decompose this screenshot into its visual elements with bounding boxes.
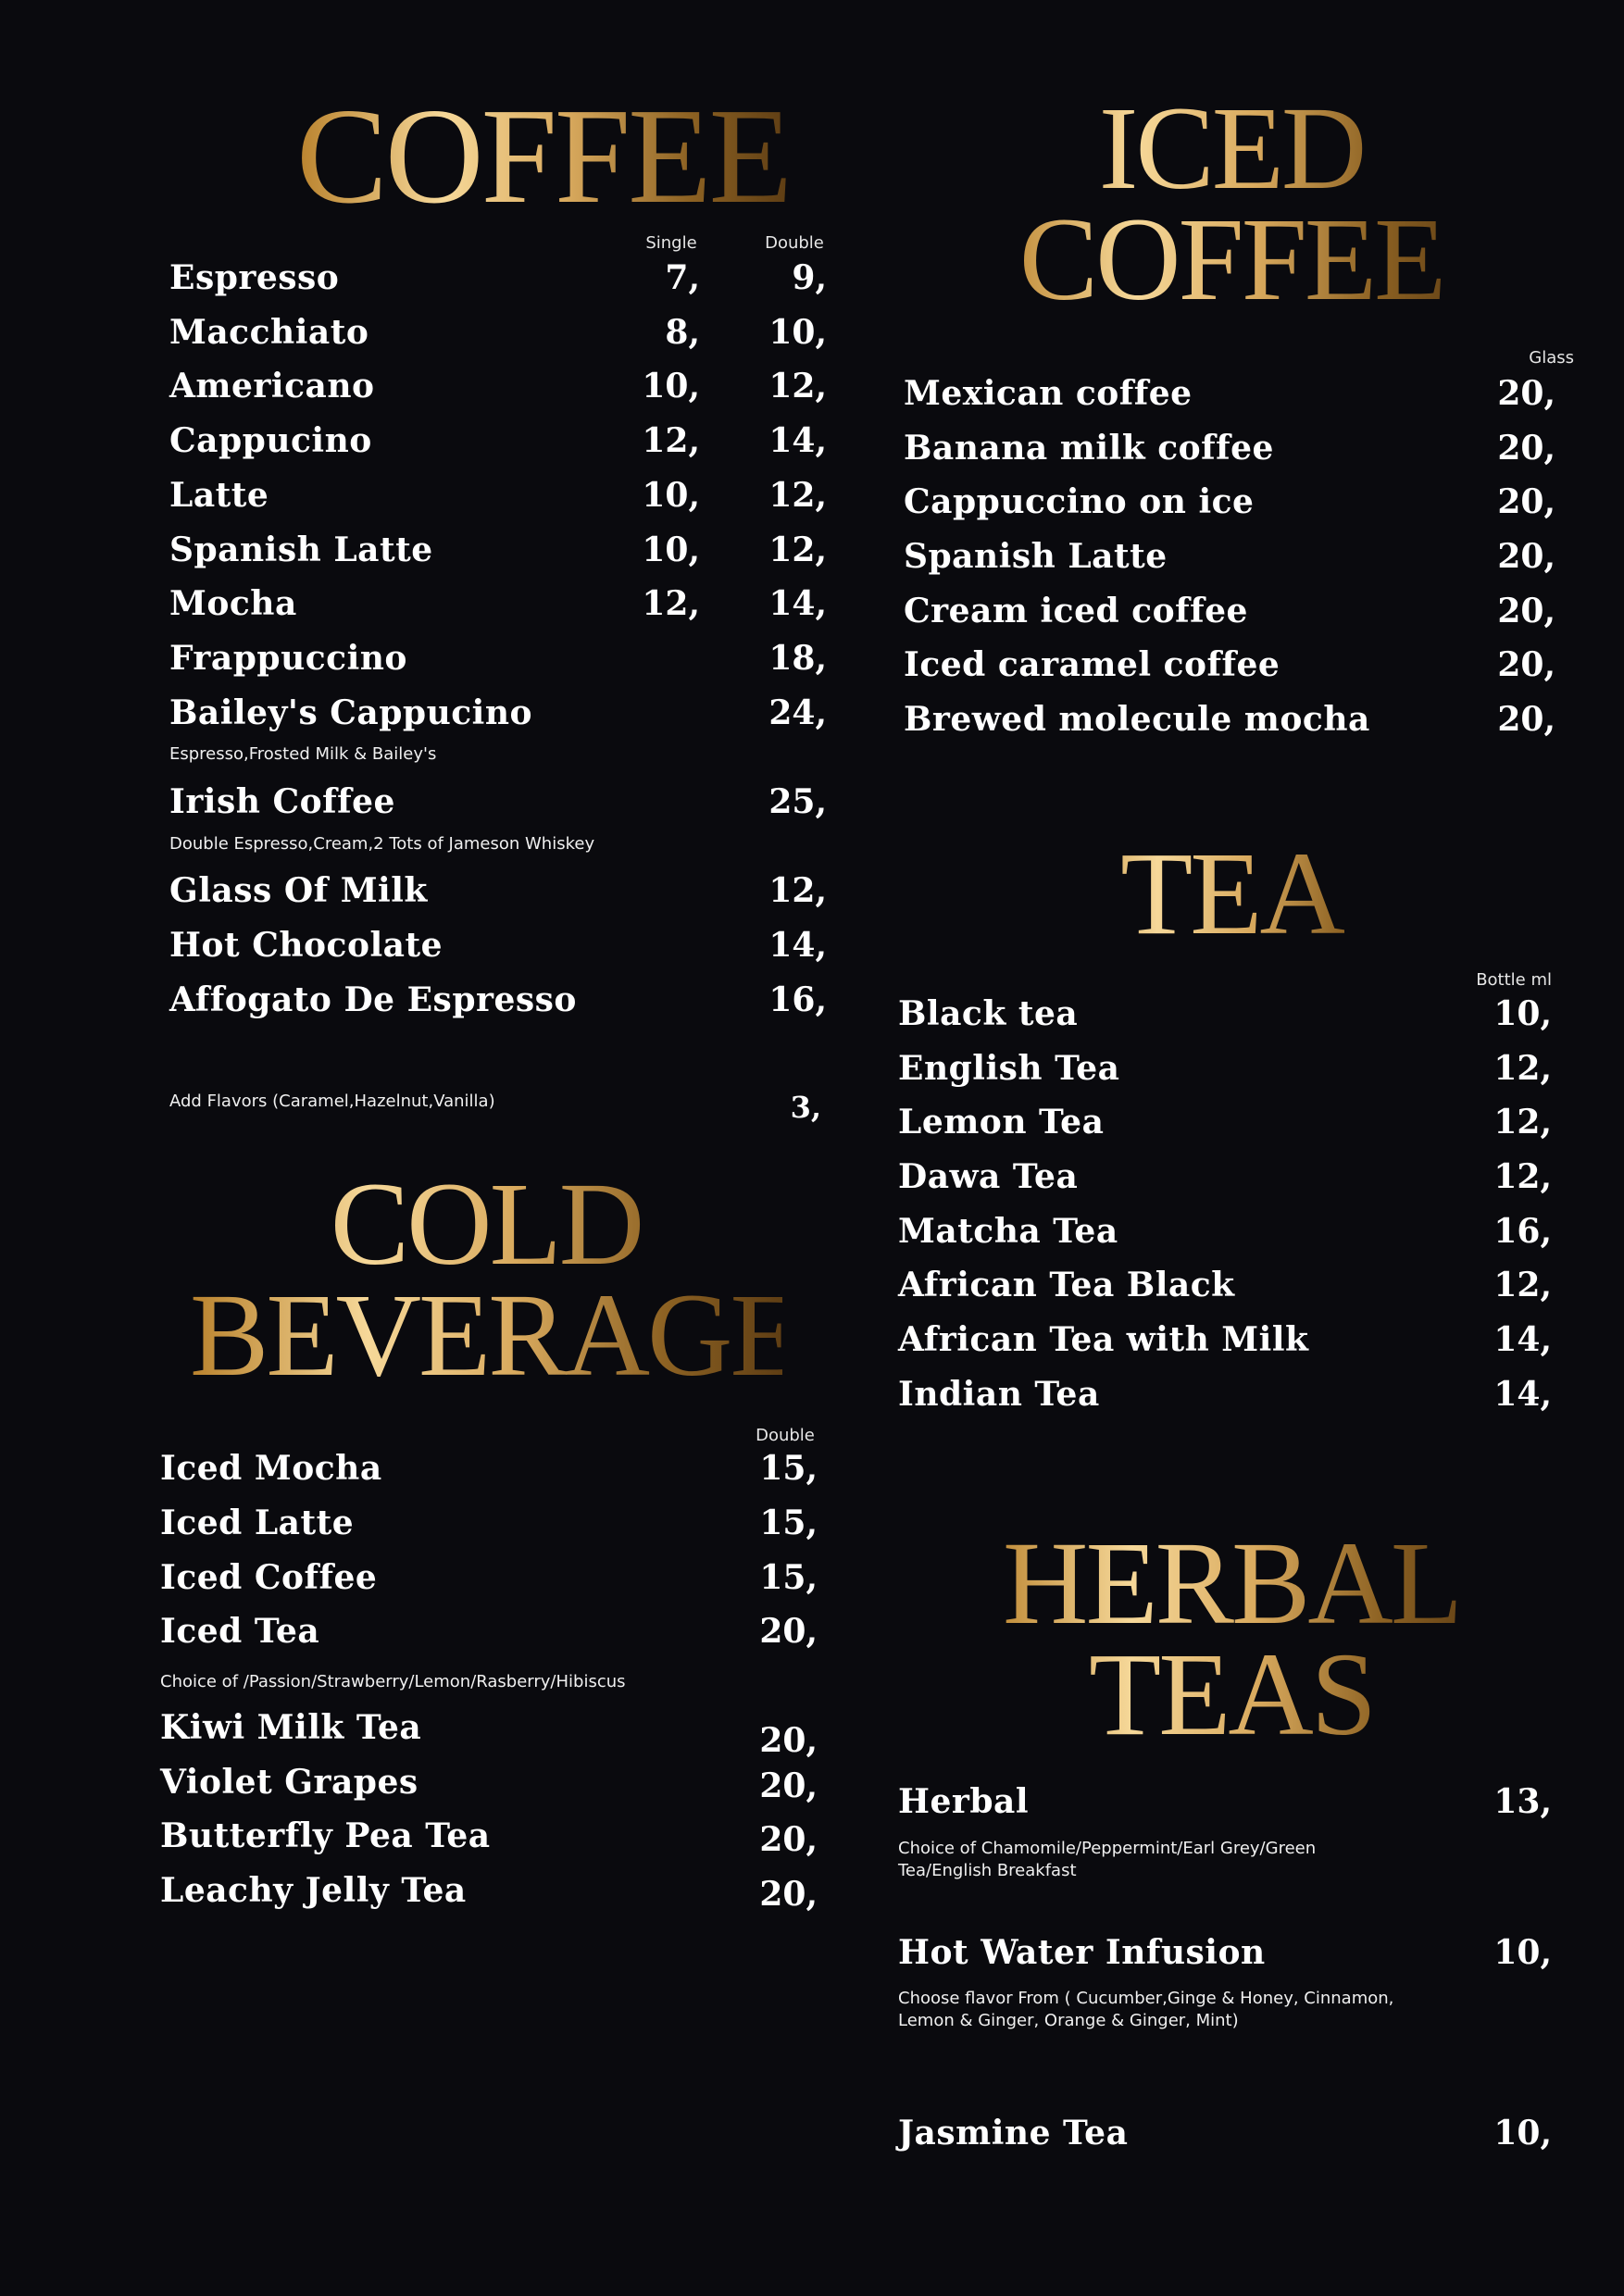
item-price: 15, xyxy=(759,1449,818,1488)
item-name: Kiwi Milk Tea xyxy=(160,1708,422,1747)
add-flavors-price: 3, xyxy=(790,1090,821,1125)
item-price: 12, xyxy=(1493,1049,1552,1088)
menu-item xyxy=(904,537,1555,580)
single-price: 8, xyxy=(665,313,700,352)
coffee-double-column-header: Double xyxy=(765,233,824,253)
item-name: Mocha xyxy=(169,584,297,623)
menu-item xyxy=(169,871,827,914)
menu-item xyxy=(169,313,827,356)
menu-item xyxy=(904,482,1555,525)
item-name: Matcha Tea xyxy=(898,1212,1118,1251)
menu-item xyxy=(160,1816,818,1859)
item-name: Mexican coffee xyxy=(904,374,1193,413)
item-name: Banana milk coffee xyxy=(904,429,1274,468)
item-name: Espresso xyxy=(169,258,340,297)
iced-glass-column-header: Glass xyxy=(1529,348,1574,368)
menu-item xyxy=(169,476,827,518)
item-name: Latte xyxy=(169,476,269,515)
herbal-teas-section-title xyxy=(981,1517,1481,1761)
item-name: Spanish Latte xyxy=(169,530,433,569)
item-price: 20, xyxy=(1497,429,1555,468)
tea-section-title: TEA xyxy=(1046,838,1417,949)
menu-item xyxy=(160,1612,818,1654)
single-price: 10, xyxy=(642,476,700,515)
item-name: Iced Coffee xyxy=(160,1558,378,1597)
item-price: 20, xyxy=(759,1766,818,1805)
menu-item xyxy=(169,367,827,409)
menu-item xyxy=(898,1157,1552,1200)
item-price: 12, xyxy=(1493,1103,1552,1142)
item-name: Hot Chocolate xyxy=(169,926,443,965)
item-description: Choice of /Passion/Strawberry/Lemon/Rasberry/Hibiscus xyxy=(160,1672,626,1691)
item-price: 14, xyxy=(1493,1375,1552,1414)
item-price: 14, xyxy=(1493,1320,1552,1359)
menu-item xyxy=(169,639,827,681)
menu-item xyxy=(169,926,827,968)
double-price: 18, xyxy=(768,639,827,678)
menu-item xyxy=(898,1320,1552,1363)
item-price: 10, xyxy=(1493,2114,1552,2152)
item-name: Americano xyxy=(169,367,375,406)
item-name: Irish Coffee xyxy=(169,782,395,821)
item-price: 20, xyxy=(759,1875,818,1914)
double-price: 12, xyxy=(768,871,827,910)
item-price: 15, xyxy=(759,1558,818,1597)
menu-item xyxy=(898,1103,1552,1145)
double-price: 10, xyxy=(768,313,827,352)
iced-title-line1: ICED xyxy=(1098,82,1365,214)
item-name: Macchiato xyxy=(169,313,369,352)
item-name: Cream iced coffee xyxy=(904,592,1248,630)
double-price: 12, xyxy=(768,530,827,569)
double-price: 25, xyxy=(768,782,827,821)
double-price: 9, xyxy=(792,258,827,297)
add-flavors-row xyxy=(725,1090,827,1132)
single-price: 12, xyxy=(642,584,700,623)
cold-title-line2: BEVERAGE xyxy=(190,1269,800,1402)
item-name: Spanish Latte xyxy=(904,537,1168,576)
item-price: 20, xyxy=(1497,374,1555,413)
item-price: 20, xyxy=(1497,645,1555,684)
item-price: 13, xyxy=(1493,1782,1552,1821)
item-name: Black tea xyxy=(898,994,1079,1033)
menu-item xyxy=(169,693,827,736)
item-price: 16, xyxy=(1493,1212,1552,1251)
item-price: 20, xyxy=(759,1820,818,1859)
cold-beverage-section-title xyxy=(190,1158,800,1402)
menu-item xyxy=(904,592,1555,634)
item-name: Cappuccino on ice xyxy=(904,482,1255,521)
menu-item xyxy=(169,530,827,573)
single-price: 10, xyxy=(642,530,700,569)
item-price: 20, xyxy=(1497,537,1555,576)
single-price: 12, xyxy=(642,421,700,460)
menu-item xyxy=(904,700,1555,742)
item-name: Iced Mocha xyxy=(160,1449,382,1488)
double-price: 14, xyxy=(768,584,827,623)
item-name: Iced Latte xyxy=(160,1504,355,1542)
cold-title-line1: COLD xyxy=(330,1158,643,1290)
menu-item xyxy=(160,1763,818,1805)
item-name: English Tea xyxy=(898,1049,1120,1088)
double-price: 12, xyxy=(768,367,827,406)
menu-item xyxy=(160,1504,818,1546)
item-price: 20, xyxy=(1497,700,1555,739)
herbal-title-line1: HERBAL xyxy=(1003,1517,1460,1649)
item-name: Lemon Tea xyxy=(898,1103,1105,1142)
double-price: 16, xyxy=(768,980,827,1019)
menu-item xyxy=(898,1049,1552,1092)
tea-bottle-column-header: Bottle ml xyxy=(1476,970,1552,990)
item-name: Brewed molecule mocha xyxy=(904,700,1370,739)
item-price: 15, xyxy=(759,1504,818,1542)
item-name: Bailey's Cappucino xyxy=(169,693,533,732)
double-price: 14, xyxy=(768,421,827,460)
item-price: 20, xyxy=(1497,482,1555,521)
item-price: 20, xyxy=(759,1721,818,1760)
menu-item xyxy=(904,374,1555,417)
item-name: African Tea with Milk xyxy=(898,1320,1309,1359)
menu-item xyxy=(904,429,1555,471)
item-name: Affogato De Espresso xyxy=(169,980,577,1019)
cold-double-column-header: Double xyxy=(756,1426,815,1445)
menu-item xyxy=(169,421,827,464)
double-price: 12, xyxy=(768,476,827,515)
menu-item xyxy=(160,1558,818,1601)
iced-title-line2: COFFEE xyxy=(1018,193,1444,326)
coffee-single-column-header: Single xyxy=(645,233,697,253)
item-name: Glass Of Milk xyxy=(169,871,428,910)
menu-item xyxy=(904,645,1555,688)
single-price: 7, xyxy=(665,258,700,297)
item-price: 20, xyxy=(1497,592,1555,630)
menu-item xyxy=(160,1708,818,1760)
item-name: Violet Grapes xyxy=(160,1763,418,1802)
item-name: Hot Water Infusion xyxy=(898,1933,1266,1972)
item-price: 12, xyxy=(1493,1157,1552,1196)
item-name: African Tea Black xyxy=(898,1266,1235,1304)
menu-item xyxy=(898,1212,1552,1254)
item-name: Frappuccino xyxy=(169,639,407,678)
item-price: 10, xyxy=(1493,994,1552,1033)
menu-item xyxy=(169,782,827,825)
item-name: Jasmine Tea xyxy=(898,2114,1129,2152)
item-name: Butterfly Pea Tea xyxy=(160,1816,491,1855)
item-name: Iced caramel coffee xyxy=(904,645,1280,684)
coffee-section-title: COFFEE xyxy=(296,81,791,232)
item-name: Leachy Jelly Tea xyxy=(160,1871,467,1910)
item-description: Choose flavor From ( Cucumber,Ginge & Honey, Cinnamon, Lemon & Ginger, Orange & Ginger, Mint) xyxy=(898,1989,1394,2030)
item-name: Indian Tea xyxy=(898,1375,1100,1414)
item-description: Double Espresso,Cream,2 Tots of Jameson Whiskey xyxy=(169,834,595,854)
menu-item xyxy=(169,258,827,301)
item-name: Dawa Tea xyxy=(898,1157,1079,1196)
menu-item xyxy=(898,1933,1552,1976)
item-name: Herbal xyxy=(898,1782,1030,1821)
add-flavors-label: Add Flavors (Caramel,Hazelnut,Vanilla) xyxy=(169,1092,495,1111)
menu-item xyxy=(898,1782,1552,1825)
item-price: 20, xyxy=(759,1612,818,1651)
item-description: Espresso,Frosted Milk & Bailey's xyxy=(169,744,437,764)
double-price: 14, xyxy=(768,926,827,965)
menu-item xyxy=(898,1266,1552,1308)
menu-item xyxy=(898,1375,1552,1417)
menu-item xyxy=(160,1871,818,1914)
iced-coffee-section-title xyxy=(991,82,1472,326)
menu-item xyxy=(169,584,827,627)
item-name: Cappucino xyxy=(169,421,372,460)
herbal-title-line2: TEAS xyxy=(1089,1628,1374,1761)
item-price: 12, xyxy=(1493,1266,1552,1304)
menu-item xyxy=(898,994,1552,1037)
menu-item xyxy=(898,2114,1552,2156)
menu-item xyxy=(160,1449,818,1491)
menu-item xyxy=(169,980,827,1023)
item-description: Choice of Chamomile/Peppermint/Earl Grey/Green Tea/English Breakfast xyxy=(898,1839,1317,1880)
item-name: Iced Tea xyxy=(160,1612,320,1651)
single-price: 10, xyxy=(642,367,700,406)
double-price: 24, xyxy=(768,693,827,732)
item-price: 10, xyxy=(1493,1933,1552,1972)
